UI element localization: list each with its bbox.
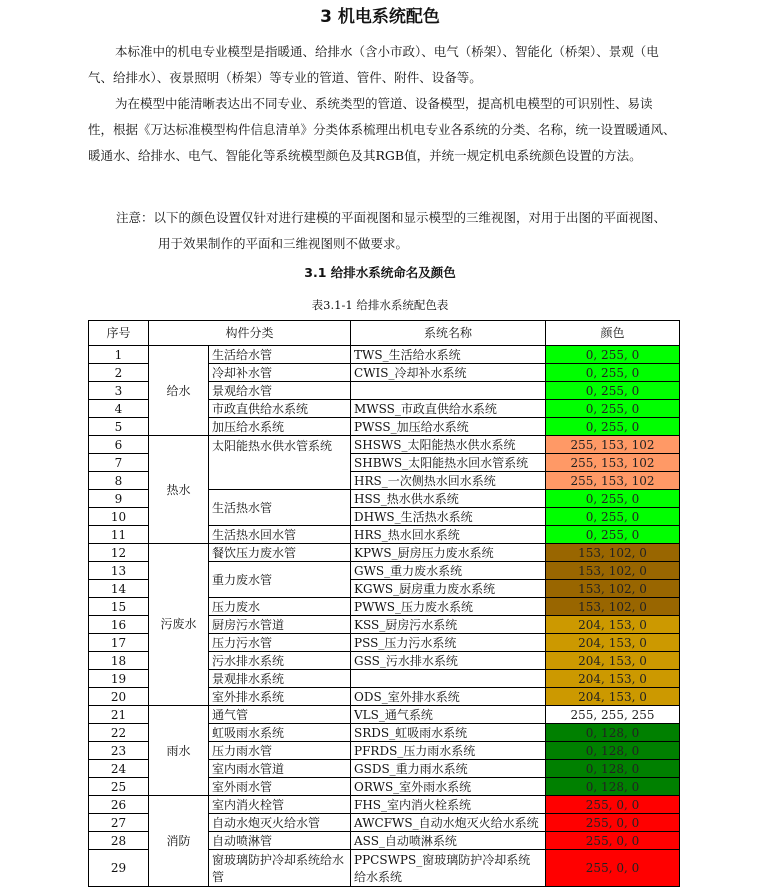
component-cell: 太阳能热水供水管系统 [209,436,351,490]
row-index: 13 [89,562,149,580]
row-index: 27 [89,814,149,832]
component-cell: 室外排水系统 [209,688,351,706]
component-cell: 窗玻璃防护冷却系统给水管 [209,850,351,887]
color-swatch: 204, 153, 0 [546,634,680,652]
color-swatch: 0, 128, 0 [546,742,680,760]
row-index: 4 [89,400,149,418]
color-swatch: 255, 0, 0 [546,814,680,832]
system-cell: PPCSWPS_窗玻璃防护冷却系统给水系统 [351,850,546,887]
intro-paragraph-2: 为在模型中能清晰表达出不同专业、系统类型的管道、设备模型，提高机电模型的可识别性、易读性，根据《万达标准模型构件信息清单》分类体系梳理出机电专业各系统的分类、名称，统一设置暖通风、暖通水、给排水、电气、智能化等系统模型颜色及其RGB值，并统一规定机电系统颜色设置的方法。 [88,96,676,163]
component-cell: 生活给水管 [209,346,351,364]
row-index: 8 [89,472,149,490]
component-cell: 室外雨水管 [209,778,351,796]
row-index: 10 [89,508,149,526]
row-index: 18 [89,652,149,670]
system-cell: GWS_重力废水系统 [351,562,546,580]
group-cell: 消防 [149,796,209,887]
color-swatch: 0, 255, 0 [546,508,680,526]
color-swatch: 0, 128, 0 [546,760,680,778]
system-cell: HSS_热水供水系统 [351,490,546,508]
component-cell: 加压给水系统 [209,418,351,436]
system-cell: KGWS_厨房重力废水系统 [351,580,546,598]
color-swatch: 204, 153, 0 [546,652,680,670]
row-index: 9 [89,490,149,508]
component-cell: 室内雨水管道 [209,760,351,778]
system-cell: SHSWS_太阳能热水供水系统 [351,436,546,454]
row-index: 23 [89,742,149,760]
row-index: 29 [89,850,149,887]
color-swatch: 0, 255, 0 [546,490,680,508]
system-cell: ORWS_室外雨水系统 [351,778,546,796]
color-swatch: 0, 255, 0 [546,364,680,382]
component-cell: 景观排水系统 [209,670,351,688]
system-cell: GSDS_重力雨水系统 [351,760,546,778]
system-cell: ODS_室外排水系统 [351,688,546,706]
row-index: 2 [89,364,149,382]
color-swatch: 204, 153, 0 [546,688,680,706]
component-cell: 压力污水管 [209,634,351,652]
color-swatch: 204, 153, 0 [546,616,680,634]
section-title: 3.1 给排水系统命名及颜色 [304,265,456,280]
color-swatch: 0, 255, 0 [546,526,680,544]
system-cell [351,670,546,688]
color-swatch: 153, 102, 0 [546,580,680,598]
table-row [89,796,680,814]
system-cell: SHBWS_太阳能热水回水管系统 [351,454,546,472]
component-cell: 冷却补水管 [209,364,351,382]
color-swatch: 153, 102, 0 [546,598,680,616]
row-index: 22 [89,724,149,742]
row-index: 25 [89,778,149,796]
component-cell: 自动喷淋管 [209,832,351,850]
system-cell: CWIS_冷却补水系统 [351,364,546,382]
note-paragraph: 注意：以下的颜色设置仅针对进行建模的平面视图和显示模型的三维视图，对用于出图的平面视图、用于效果制作的平面和三维视图则不做要求。 [116,210,667,251]
row-index: 14 [89,580,149,598]
color-swatch: 0, 128, 0 [546,724,680,742]
system-cell: PSS_压力污水系统 [351,634,546,652]
color-swatch: 0, 255, 0 [546,400,680,418]
system-cell: TWS_生活给水系统 [351,346,546,364]
table-row [89,346,680,364]
row-index: 20 [89,688,149,706]
component-cell: 压力雨水管 [209,742,351,760]
component-cell: 市政直供给水系统 [209,400,351,418]
row-index: 28 [89,832,149,850]
system-cell: FHS_室内消火栓系统 [351,796,546,814]
system-cell: PWSS_加压给水系统 [351,418,546,436]
system-cell: ASS_自动喷淋系统 [351,832,546,850]
system-cell [351,382,546,400]
system-cell: PWWS_压力废水系统 [351,598,546,616]
group-cell: 雨水 [149,706,209,796]
color-swatch: 255, 153, 102 [546,454,680,472]
component-cell: 通气管 [209,706,351,724]
component-cell: 景观给水管 [209,382,351,400]
group-cell: 给水 [149,346,209,436]
table-row [89,706,680,724]
system-cell: HRS_热水回水系统 [351,526,546,544]
row-index: 19 [89,670,149,688]
color-swatch: 0, 255, 0 [546,418,680,436]
group-cell: 热水 [149,436,209,544]
component-cell: 压力废水 [209,598,351,616]
color-swatch: 255, 0, 0 [546,850,680,887]
row-index: 24 [89,760,149,778]
table-caption: 表3.1-1 给排水系统配色表 [311,298,449,312]
row-index: 26 [89,796,149,814]
color-swatch: 0, 128, 0 [546,778,680,796]
group-cell: 污废水 [149,544,209,706]
system-cell: KSS_厨房污水系统 [351,616,546,634]
row-index: 15 [89,598,149,616]
color-swatch: 255, 0, 0 [546,796,680,814]
system-cell: MWSS_市政直供给水系统 [351,400,546,418]
row-index: 6 [89,436,149,454]
header-color: 颜色 [546,321,680,346]
component-cell: 厨房污水管道 [209,616,351,634]
color-swatch: 153, 102, 0 [546,544,680,562]
color-swatch: 0, 255, 0 [546,382,680,400]
table-row [89,544,680,562]
component-cell: 污水排水系统 [209,652,351,670]
row-index: 17 [89,634,149,652]
row-index: 5 [89,418,149,436]
system-cell: SRDS_虹吸雨水系统 [351,724,546,742]
color-swatch: 255, 153, 102 [546,472,680,490]
header-system: 系统名称 [351,321,546,346]
system-cell: GSS_污水排水系统 [351,652,546,670]
component-cell: 生活热水回水管 [209,526,351,544]
color-swatch: 255, 255, 255 [546,706,680,724]
row-index: 16 [89,616,149,634]
system-cell: DHWS_生活热水系统 [351,508,546,526]
system-cell: AWCFWS_自动水炮灭火给水系统 [351,814,546,832]
row-index: 7 [89,454,149,472]
component-cell: 生活热水管 [209,490,351,526]
chapter-title: 3 机电系统配色 [320,7,440,27]
system-cell: HRS_一次侧热水回水系统 [351,472,546,490]
color-swatch: 255, 153, 102 [546,436,680,454]
color-swatch: 204, 153, 0 [546,670,680,688]
system-cell: KPWS_厨房压力废水系统 [351,544,546,562]
header-component: 构件分类 [149,321,351,346]
intro-paragraph-1: 本标准中的机电专业模型是指暖通、给排水（含小市政）、电气（桥架）、智能化（桥架）、景观（电气、给排水）、夜景照明（桥架）等专业的管道、管件、附件、设备等。 [88,44,659,85]
row-index: 12 [89,544,149,562]
component-cell: 餐饮压力废水管 [209,544,351,562]
component-cell: 自动水炮灭火给水管 [209,814,351,832]
component-cell: 虹吸雨水系统 [209,724,351,742]
system-cell: PFRDS_压力雨水系统 [351,742,546,760]
component-cell: 室内消火栓管 [209,796,351,814]
table-header-row [89,321,680,346]
color-swatch: 0, 255, 0 [546,346,680,364]
row-index: 3 [89,382,149,400]
component-cell: 重力废水管 [209,562,351,598]
color-config-table [88,320,680,887]
row-index: 11 [89,526,149,544]
row-index: 21 [89,706,149,724]
table-row [89,436,680,454]
row-index: 1 [89,346,149,364]
header-index: 序号 [89,321,149,346]
color-swatch: 255, 0, 0 [546,832,680,850]
color-swatch: 153, 102, 0 [546,562,680,580]
system-cell: VLS_通气系统 [351,706,546,724]
